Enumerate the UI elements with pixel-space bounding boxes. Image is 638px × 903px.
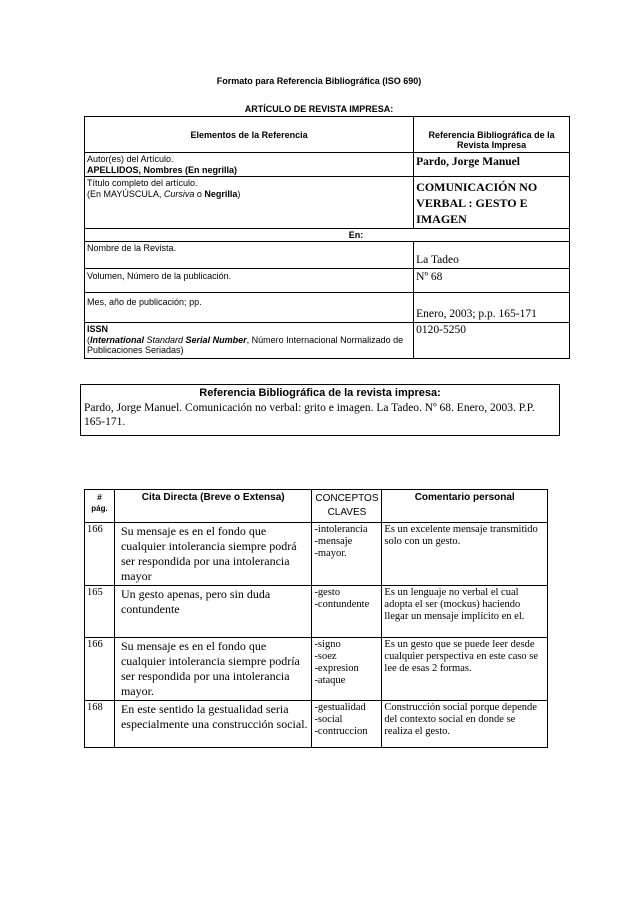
title-format: (En MAYÚSCULA, Cursiva o Negrilla) [87,188,241,199]
table1-journal-row [85,242,570,269]
reference-box-text: Pardo, Jorge Manuel. Comunicación no verbal: grito e imagen. La Tadeo. Nº 68. Enero, 2003. P.P. 165-171. [84,402,535,428]
row-conceptos [312,701,382,748]
table1-title-row [85,177,570,229]
num-page-header: # pág. [85,490,115,523]
document-subtitle: ARTÍCULO DE REVISTA IMPRESA: [244,104,394,114]
date-value: Enero, 2003; p.p. 165-171 [414,293,570,323]
concepto-item: -intolerancia [314,524,368,535]
table1-issn-row [85,323,570,359]
title-value: COMUNICACIÓN NO VERBAL : GESTO E IMAGEN [414,177,570,229]
concepto-item: -gestualidad [314,702,366,713]
author-value: Pardo, Jorge Manuel [414,153,570,177]
cita-header: Cita Directa (Breve o Extensa) [114,490,311,523]
comentario-header: Comentario personal [382,490,548,523]
table-row [85,586,548,638]
journal-value: La Tadeo [414,242,570,269]
table1-date-row [85,293,570,323]
en-label: En: [85,229,570,242]
row-page: 168 [85,701,115,748]
row-conceptos [312,523,382,586]
table1-en-row [85,229,570,242]
table-row [85,523,548,586]
citations-body [85,523,548,748]
row-cita: En este sentido la gestualidad seria especialmente una construcción social. [114,701,311,748]
concepto-item: -mensaje [314,536,353,547]
row-conceptos [312,638,382,701]
conceptos-header: CONCEPTOS CLAVES [312,490,382,523]
author-label: Autor(es) del Artículo. [87,154,174,164]
row-cita: Su mensaje es en el fondo que cualquier intolerancia siempre podría ser respondida por una intolerancia mayor. [114,638,311,701]
concepto-item: -ataque [314,675,346,686]
issn-description: (International Standard Serial Number, Número Internacional Normalizado de Publicaciones Seriadas) [87,334,404,355]
concepto-item: -expresion [314,663,359,674]
volume-label: Volumen, Número de la publicación. [85,269,414,293]
date-label: Mes, año de publicación; pp. [85,293,414,323]
concepto-item: -soez [314,651,337,662]
table1-author-row [85,153,570,177]
row-comentario: Es un gesto que se puede leer desde cualquier perspectiva en este caso se lee de esas 2 formas. [382,638,548,701]
concepto-item: -signo [314,639,341,650]
concepto-item: -social [314,714,343,725]
row-comentario: Es un lenguaje no verbal el cual adopta el ser (mockus) haciendo llegar un mensaje implícito en el. [382,586,548,638]
bibliographic-reference-box [80,384,560,436]
table1-header-row [85,117,570,153]
title-label: Título completo del artículo. [87,178,198,188]
author-format: APELLIDOS, Nombres (En negrilla) [87,164,238,175]
row-conceptos [312,586,382,638]
row-cita: Su mensaje es en el fondo que cualquier intolerancia siempre podrá ser respondida por una intolerancia mayor [114,523,311,586]
issn-value: 0120-5250 [414,323,570,359]
concepto-item: -contundente [314,599,370,610]
row-page: 166 [85,638,115,701]
concepto-item: -gesto [314,587,341,598]
table1-col-right-header: Referencia Bibliográfica de la Revista Impresa [414,117,570,153]
row-comentario: Construcción social porque depende del contexto social en donde se realiza el gesto. [382,701,548,748]
concepto-item: -contruccion [314,726,368,737]
journal-label: Nombre de la Revista. [85,242,414,269]
row-cita: Un gesto apenas, pero sin duda contundente [114,586,311,638]
citations-header-row [85,490,548,523]
volume-value: Nº 68 [414,269,570,293]
concepto-item: -mayor. [314,548,347,559]
table1-col-left-header: Elementos de la Referencia [85,117,414,153]
row-page: 166 [85,523,115,586]
table-row [85,638,548,701]
table1-volume-row [85,269,570,293]
row-page: 165 [85,586,115,638]
reference-box-title: Referencia Bibliográfica de la revista impresa: [199,387,441,399]
citations-table [84,489,548,748]
row-comentario: Es un excelente mensaje transmitido solo con un gesto. [382,523,548,586]
reference-elements-table [84,116,570,359]
document-title: Formato para Referencia Bibliográfica (ISO 690) [216,76,422,86]
issn-label: ISSN [87,324,109,334]
table-row [85,701,548,748]
